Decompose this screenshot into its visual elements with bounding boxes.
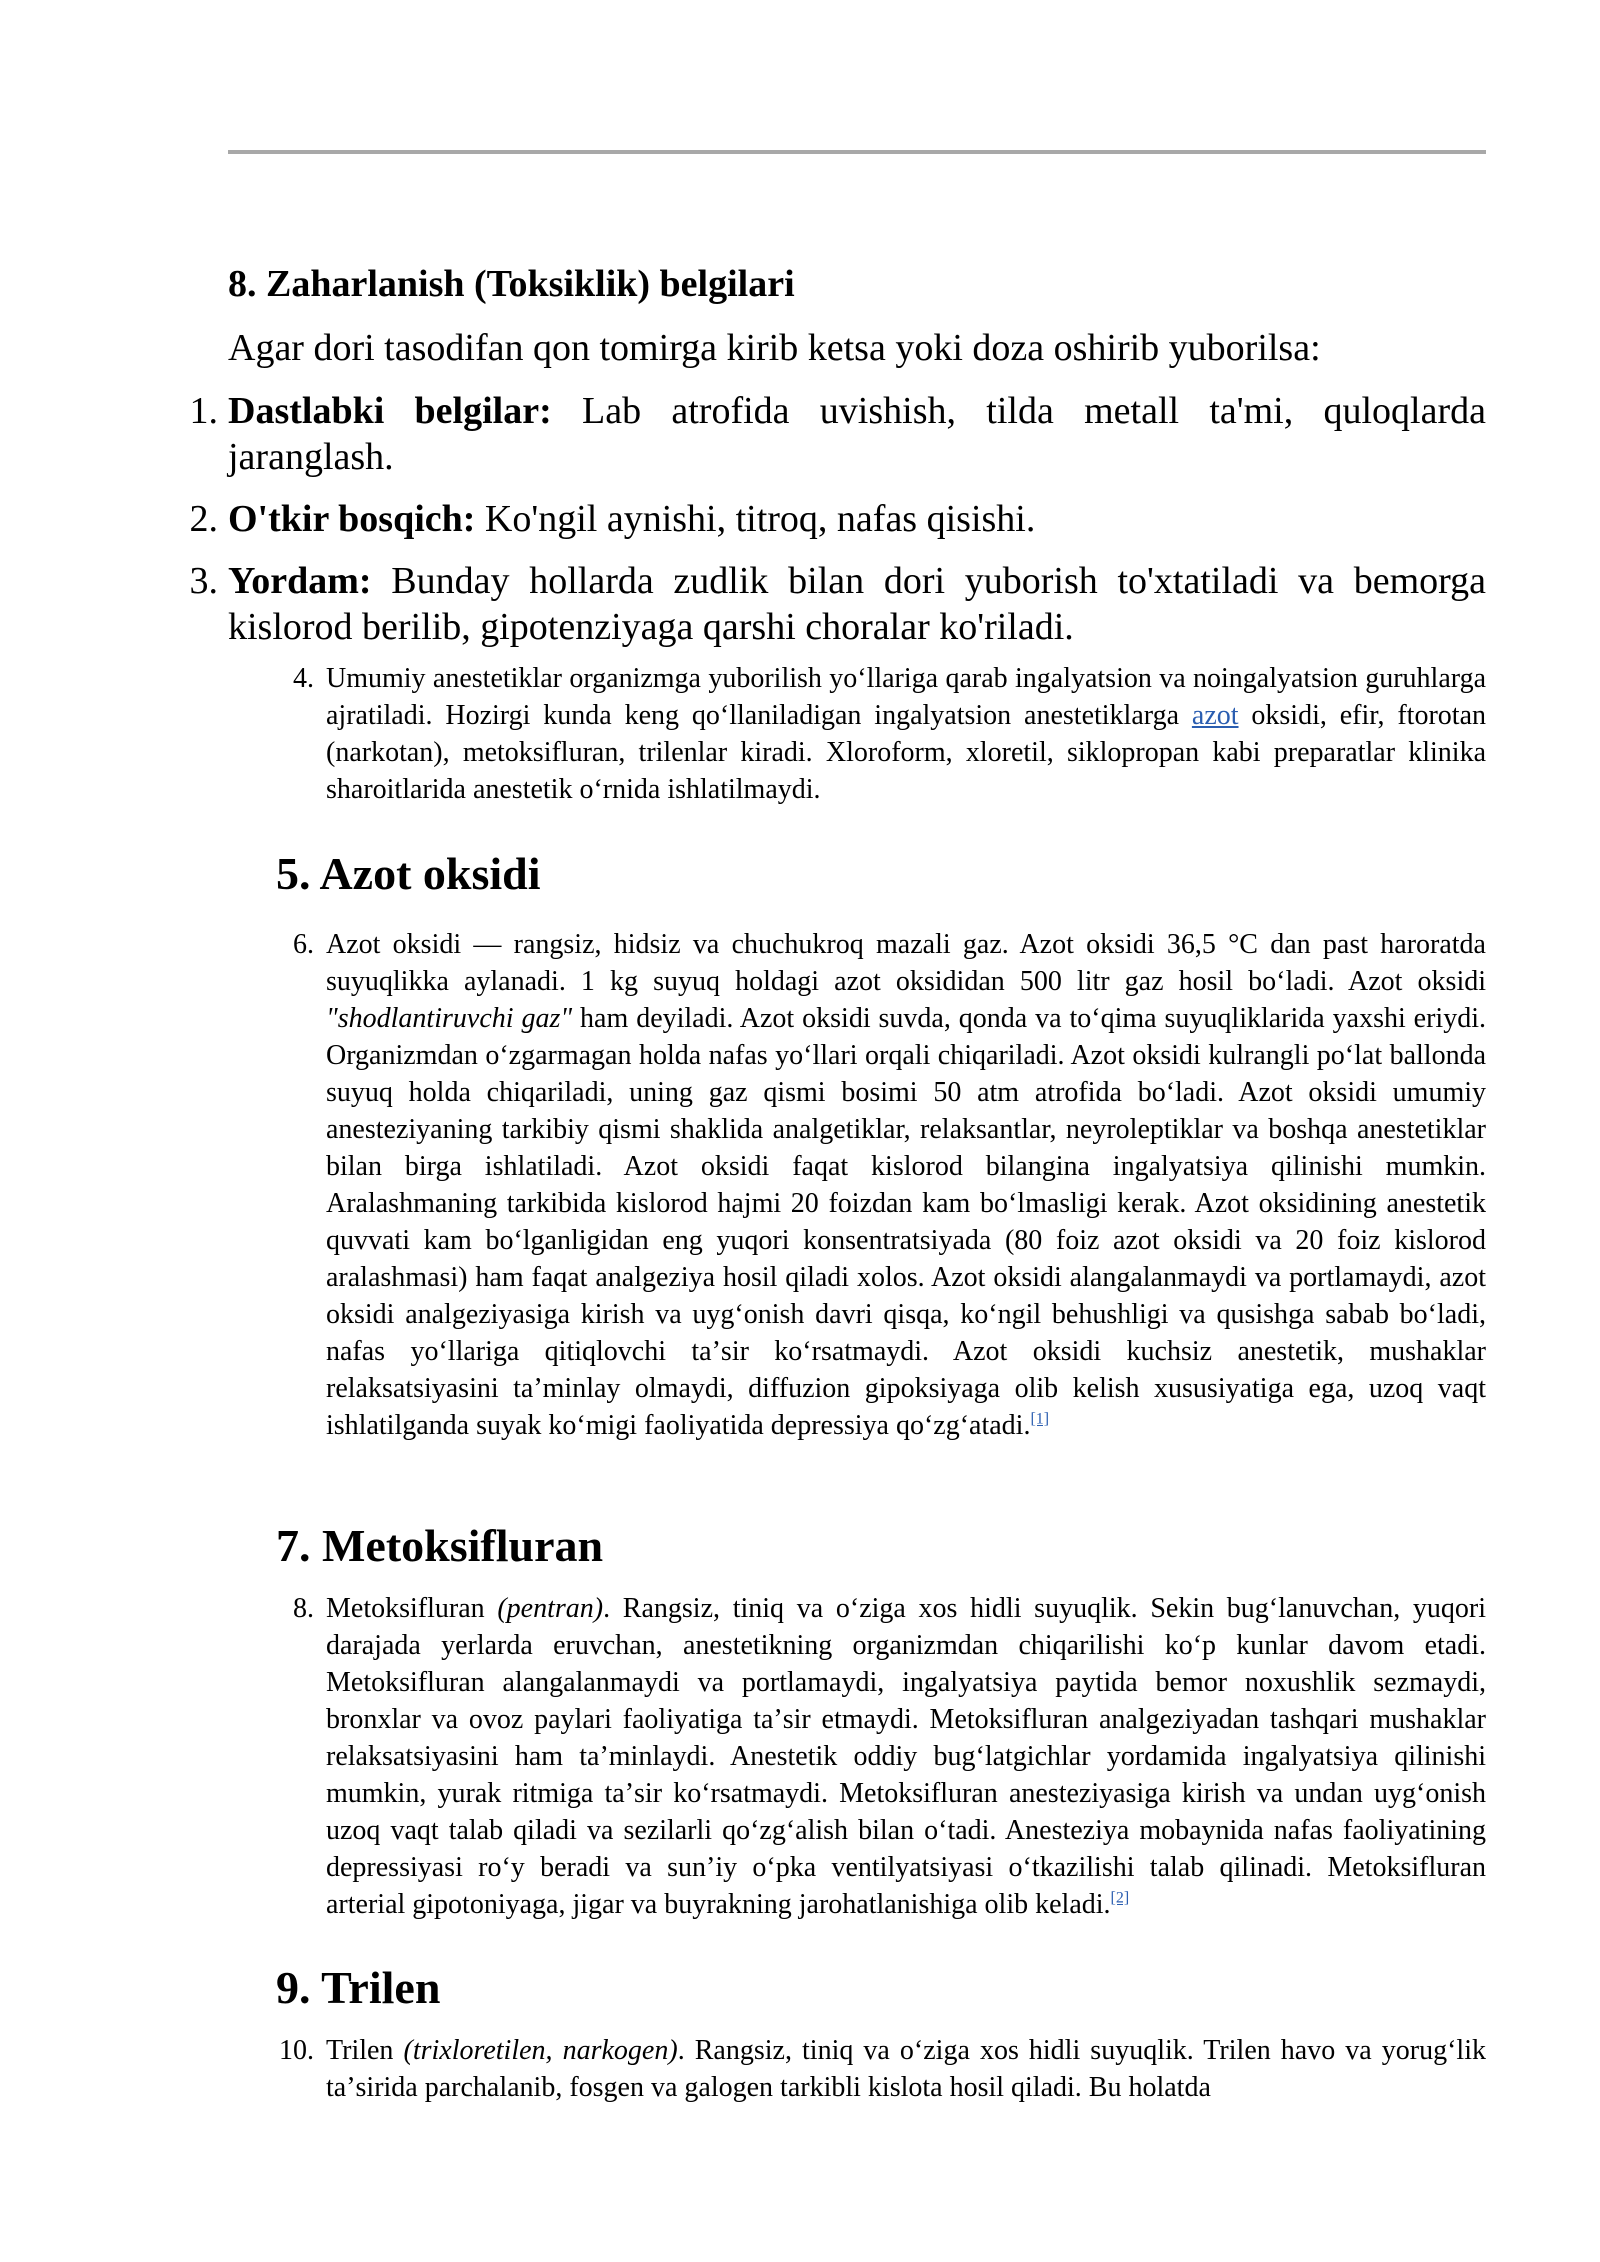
paragraph-text: oksidi, efir, ftorotan (narkotan), metoksifluran, trilenlar kiradi. Xloroform, xloretil, siklopropan kabi preparatlar klinika sharoitlarida anestetik oʻrnida ishlatilmaydi.	[326, 700, 1486, 805]
item-10-block	[276, 2032, 1486, 2106]
footnote-ref-1[interactable]: [1]	[1030, 1410, 1050, 1428]
section-5-block	[276, 844, 1486, 904]
list-number: 1.	[189, 390, 218, 432]
list-number: 8.	[293, 1593, 314, 1624]
list-item	[276, 1590, 1486, 1923]
item-label: Yordam:	[228, 560, 372, 602]
section-heading-toxicity: 8. Zaharlanish (Toksiklik) belgilari	[228, 263, 795, 305]
list-item	[160, 558, 1486, 650]
list-number: 10.	[279, 2035, 314, 2066]
item-text: Ko'ngil aynishi, titroq, nafas qisishi.	[475, 498, 1036, 540]
paragraph-text: Trilen	[326, 2035, 404, 2066]
section-heading-trilen: 9. Trilen	[276, 1962, 441, 2013]
list-number: 3.	[189, 560, 218, 602]
list-number: 6.	[293, 929, 314, 960]
list-number: 2.	[189, 498, 218, 540]
item-label: O'tkir bosqich:	[228, 498, 476, 540]
section-heading-metoksifluran: 7. Metoksifluran	[276, 1520, 604, 1571]
item-6-block	[276, 926, 1486, 1444]
list-number: 4.	[293, 663, 314, 694]
item-text: Bunday hollarda zudlik bilan dori yuborish to'xtatiladi va bemorga kislorod berilib, gipotenziyaga qarshi choralar ko'riladi.	[228, 560, 1486, 648]
list-item	[276, 660, 1486, 808]
paragraph-text: ham deyiladi. Azot oksidi suvda, qonda va toʻqima suyuqliklarida yaxshi eriydi. Organizmdan oʻzgarmagan holda nafas yoʻllari orqali chiqariladi. Azot oksidi kulrangli poʻlat ballonda suyuq holda chiqariladi, uning gaz qismi bosimi 50 atm atrofida boʻladi. Azot oksidi umumiy anesteziyaning tarkibiy qismi shaklida analgetiklar, relaksantlar, neyroleptiklar va boshqa anestetiklar bilan birga ishlatiladi. Azot oksidi faqat kislorod bilangina ingalyatsiya qilinishi mumkin. Aralashmaning tarkibida kislorod hajmi 20 foizdan kam boʻlmasligi kerak. Azot oksidining anestetik quvvati kam boʻlganligidan eng yuqori konsentratsiyada (80 foiz azot oksidi va 20 foiz kislorod aralashmasi) ham faqat analgeziya hosil qiladi xolos. Azot oksidi alangalanmaydi va portlamaydi, azot oksidi analgeziyasiga kirish va uygʻonish davri qisqa, koʻngil behushligi va qusishga sabab boʻladi, nafas yoʻllariga qitiqlovchi taʼsir koʻrsatmaydi. Azot oksidi kuchsiz anestetik, mushaklar relaksatsiyasini taʼminlay olmaydi, diffuzion gipoksiyaga olib kelish xususiyatiga ega, uzoq vaqt ishlatilganda suyak koʻmigi faoliyatida depressiya qoʻzgʻatadi.	[326, 1003, 1486, 1441]
paragraph-text: Azot oksidi — rangsiz, hidsiz va chuchukroq mazali gaz. Azot oksidi 36,5 °C dan past haroratda suyuqlikka aylanadi. 1 kg suyuq holdagi azot oksididan 500 litr gaz hosil boʻladi. Azot oksidi	[326, 929, 1486, 997]
item-8-block	[276, 1590, 1486, 1923]
paragraph-text: Umumiy anestetiklar organizmga yuborilish yoʻllariga qarab ingalyatsion va noingalyatsion guruhlarga ajratiladi. Hozirgi kunda keng qoʻllaniladigan ingalyatsion anestetiklarga	[326, 663, 1486, 731]
paragraph-text: . Rangsiz, tiniq va oʻziga xos hidli suyuqlik. Sekin bugʻlanuvchan, yuqori darajada yerlarda eruvchan, anestetikning organizmdan chiqarilishi koʻp kunlar davom etadi. Metoksifluran alangalanmaydi va portlamaydi, ingalyatsiya paytida bemor noxushlik sezmaydi, bronxlar va ovoz paylari faoliyatiga taʼsir etmaydi. Metoksifluran analgeziyadan tashqari mushaklar relaksatsiyasini ham taʼminlaydi. Anestetik oddiy bugʻlatgichlar yordamida ingalyatsiya qilinishi mumkin, yurak ritmiga taʼsir koʻrsatmaydi. Metoksifluran anesteziyasiga kirish va undan uygʻonish uzoq vaqt talab qiladi va sezilarli qoʻzgʻalish bilan oʻtadi. Anesteziya mobaynida nafas faoliyatining depressiyasi roʻy beradi va sunʼiy oʻpka ventilyatsiyasi oʻtkazilishi talab qilinadi. Metoksifluran arterial gipotoniyaga, jigar va buyrakning jarohatlanishiga olib keladi.	[326, 1593, 1487, 1920]
italic-text: "shodlantiruvchi gaz"	[326, 1003, 573, 1034]
list-item	[276, 926, 1486, 1444]
paragraph-text: . Rangsiz, tiniq va oʻziga xos hidli suyuqlik. Trilen havo va yorugʻlik taʼsirida parchalanib, fosgen va galogen tarkibli kislota hosil qiladi. Bu holatda	[326, 2035, 1486, 2103]
footnote-ref-2[interactable]: [2]	[1110, 1889, 1130, 1907]
section-heading-azot-oksidi: 5. Azot oksidi	[276, 848, 541, 899]
section-7-block	[276, 1516, 1486, 1576]
header-rule	[228, 150, 1486, 154]
italic-text: (trixloretilen, narkogen)	[403, 2035, 678, 2066]
toxicity-list	[160, 388, 1486, 666]
list-item	[160, 388, 1486, 480]
azot-link[interactable]: azot	[1191, 700, 1239, 731]
section-intro: Agar dori tasodifan qon tomirga kirib ketsa yoki doza oshirib yuborilsa:	[228, 327, 1321, 369]
paragraph-text: Metoksifluran	[326, 1593, 498, 1624]
list-item	[160, 496, 1486, 542]
item-label: Dastlabki belgilar:	[228, 390, 552, 432]
item-text: Lab atrofida uvishish, tilda metall ta'mi, quloqlarda jaranglash.	[228, 390, 1486, 478]
section-9-block	[276, 1958, 1486, 2018]
item-4-block	[276, 660, 1486, 808]
italic-text: (pentran)	[497, 1593, 604, 1624]
list-item	[276, 2032, 1486, 2106]
